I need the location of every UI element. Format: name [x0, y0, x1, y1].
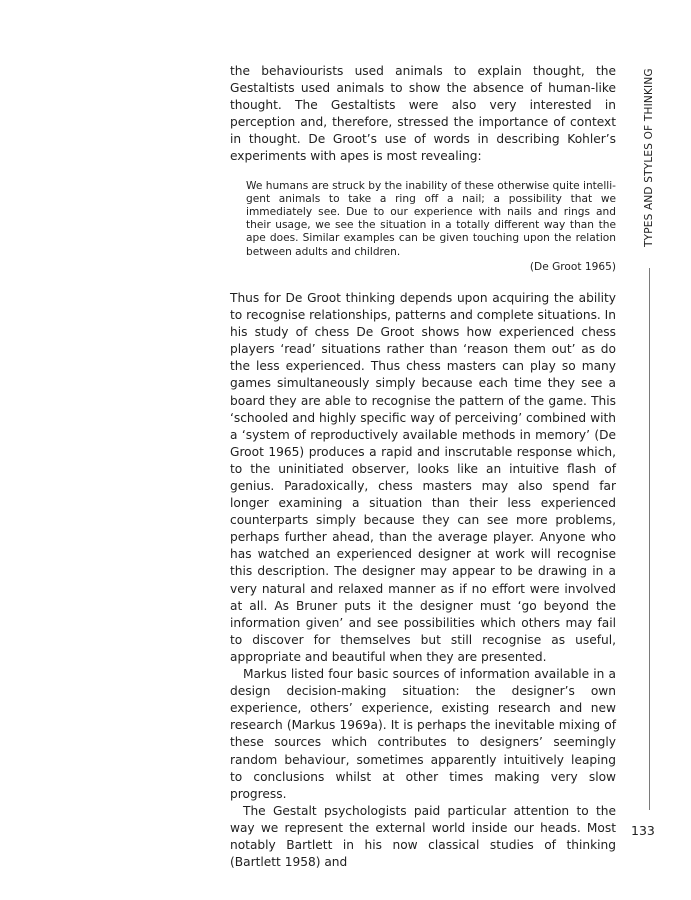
paragraph-4: The Gestalt psychologists paid particular attention to the way we represent the external world inside our heads. Most notably Bartlett in his now classical studies of thinking (Bartlett 1958) and: [230, 803, 616, 870]
paragraph-1: the behaviourists used animals to explain thought, the Gestaltists used animals to show the absence of human-like thought. The Gestaltists were also very interested in perception and, therefore, stressed the importance of context in thought. De Groot’s use of words in describing Kohler’s experiments with apes is most revealing:: [230, 64, 616, 164]
block-quote: [246, 180, 616, 274]
running-head: TYPES AND STYLES OF THINKING: [643, 68, 655, 247]
page-number: 133: [631, 823, 655, 838]
quote-text: We humans are struck by the inability of these otherwise quite intelligent animals to take a ring off a nail; a possibility that we immediately see. Due to our experience with nails and rings and their usage, we see the situation in a totally different way than the ape does. Similar examples can be given touching upon the relation between adults and children.: [246, 179, 616, 258]
margin-rule: [649, 268, 650, 810]
body-text-column: [230, 63, 616, 871]
quote-citation: (De Groot 1965): [529, 260, 616, 273]
paragraph-2: Thus for De Groot thinking depends upon acquiring the ability to recognise relationships, patterns and complete situations. In his study of chess De Groot shows how experienced chess players ‘read’ situations rather than ‘reason them out’ as do the less experienced. Thus chess masters can play so many games simultaneously simply because each time they see a board they are able to recognise the pattern of the game. This ‘schooled and highly specific way of perceiving’ combined with a ‘system of reproductively available methods in memory’ (De Groot 1965) produces a rapid and inscrutable response which, to the uninitiated observer, looks like an intuitive flash of genius. Paradoxically, chess masters may also spend far longer examining a situation than their less experienced counterparts simply because they can see more problems, perhaps further ahead, than the average player. Anyone who has watched an experienced designer at work will recognise this description. The designer may appear to be drawing in a very natural and relaxed manner as if no effort were involved at all. As Bruner puts it the designer must ‘go beyond the information given’ and see possibilities which others may fail to discover for themselves but still recognise as useful, appropriate and beautiful when they are presented.: [230, 290, 616, 664]
paragraph-3: Markus listed four basic sources of information available in a design decision-making situation: the designer’s own experience, others’ experience, existing research and new research (Markus 1969a). It is perhaps the inevitable mixing of these sources which contributes to designers’ seemingly random behaviour, sometimes apparently intuitively leaping to conclusions whilst at other times making very slow progress.: [230, 667, 616, 801]
